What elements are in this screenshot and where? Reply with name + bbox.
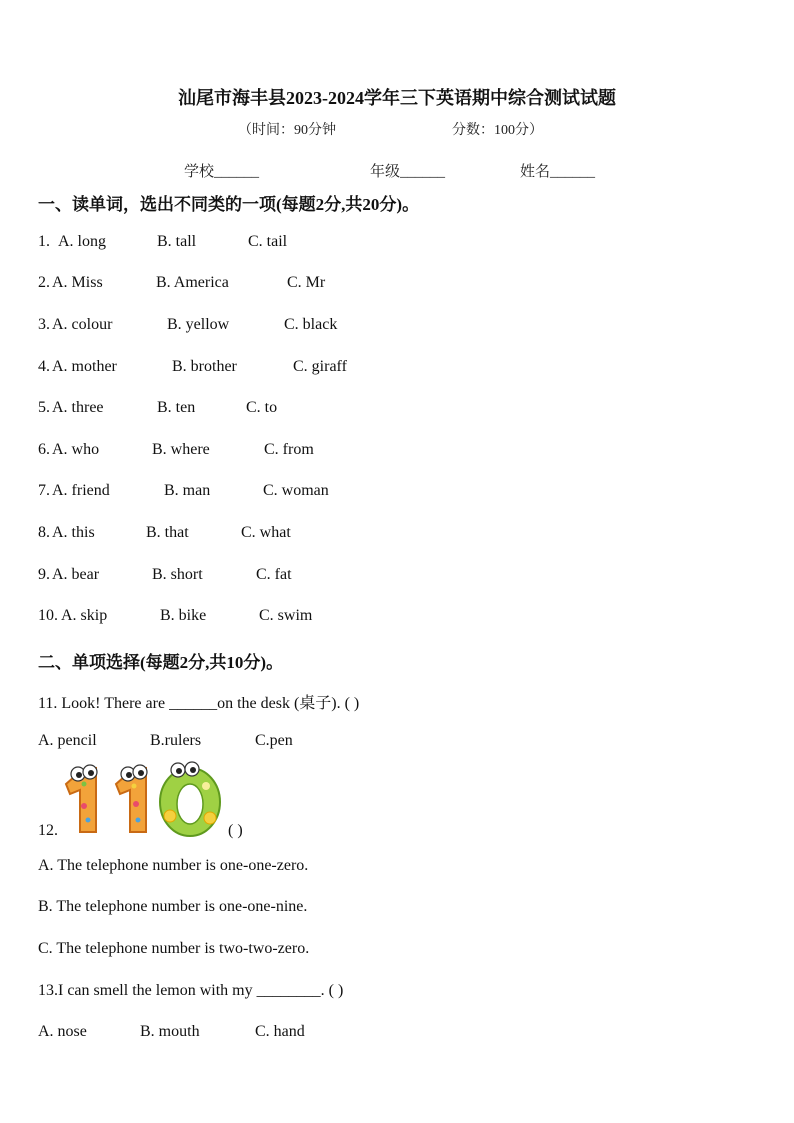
digit-one-shape [66,765,97,832]
q13-option-c: C. hand [255,1023,305,1040]
question-number: 7. [38,482,50,499]
q13-option-b: B. mouth [140,1023,200,1040]
grade-field: 年级______ [370,164,446,180]
digit-zero-shape [160,762,220,836]
option-a: A. mother [52,358,117,375]
q11-option-b: B.rulers [150,732,202,749]
question-number: 9. [38,566,50,583]
option-b: B. America [156,274,229,291]
option-c: C. woman [263,482,329,499]
q11-stem [38,690,359,713]
option-b: B. that [146,524,189,541]
option-a: A. three [52,399,104,416]
section2-heading: 二、单项选择(每题2分,共10分)。 [38,653,284,672]
exam-score: 分数：100分） [452,123,543,138]
option-b: B. tall [157,233,197,250]
option-c: C. from [264,441,314,458]
section1-heading: 一、读单词，选出不同类的一项(每题2分,共20分)。 [38,195,420,214]
q12-answer-paren: ( ) [228,822,243,839]
option-b: B. brother [172,358,237,375]
option-c: C. fat [256,566,292,583]
q11-stem-before: 11. Look! There are [38,695,170,712]
exam-title: 汕尾市海丰县2023-2024学年三下英语期中综合测试试题 [178,88,616,108]
question-number: 1. [38,233,50,250]
option-b: B. bike [160,607,207,624]
digit-one-second-shape [116,765,147,832]
number-110-picture [60,760,226,838]
question-number: 10. [38,607,58,624]
option-a: A. friend [52,482,110,499]
option-c: C. Mr [287,274,326,291]
name-field: 姓名______ [520,164,596,180]
q11-stem-after: on the desk (桌子). ( ) [217,695,360,712]
question-number: 2. [38,274,50,291]
q12-option-c: C. The telephone number is two-two-zero. [38,940,310,957]
option-c: C. what [241,524,291,541]
option-c: C. tail [248,233,288,250]
option-a: A. bear [52,566,100,583]
option-b: B. yellow [167,316,230,333]
q11-option-a: A. pencil [38,732,97,749]
q13-option-a: A. nose [38,1023,87,1040]
option-c: C. black [284,316,338,333]
option-a: A. this [52,524,95,541]
question-number: 4. [38,358,50,375]
option-b: B. short [152,566,203,583]
option-c: C. to [246,399,278,416]
exam-time: （时间：90分钟 [238,123,336,138]
option-c: C. swim [259,607,313,624]
option-a: A. long [58,233,106,250]
option-b: B. ten [157,399,196,416]
option-a: A. who [52,441,100,458]
option-a: A. Miss [52,274,103,291]
school-field: 学校______ [184,164,260,180]
question-number: 8. [38,524,50,541]
question-number: 3. [38,316,50,333]
q11-option-c: C.pen [255,732,293,749]
option-a: A. skip [61,607,108,624]
question-number: 5. [38,399,50,416]
q12-option-a: A. The telephone number is one-one-zero. [38,857,309,874]
q13-stem: 13.I can smell the lemon with my ________. ( ) [38,982,344,999]
option-b: B. man [164,482,211,499]
option-a: A. colour [52,316,113,333]
question-number: 6. [38,441,50,458]
option-b: B. where [152,441,210,458]
q12-option-b: B. The telephone number is one-one-nine. [38,898,308,915]
q11-blank: ______ [169,695,218,712]
option-c: C. giraff [293,358,347,375]
q12-number: 12. [38,822,58,839]
